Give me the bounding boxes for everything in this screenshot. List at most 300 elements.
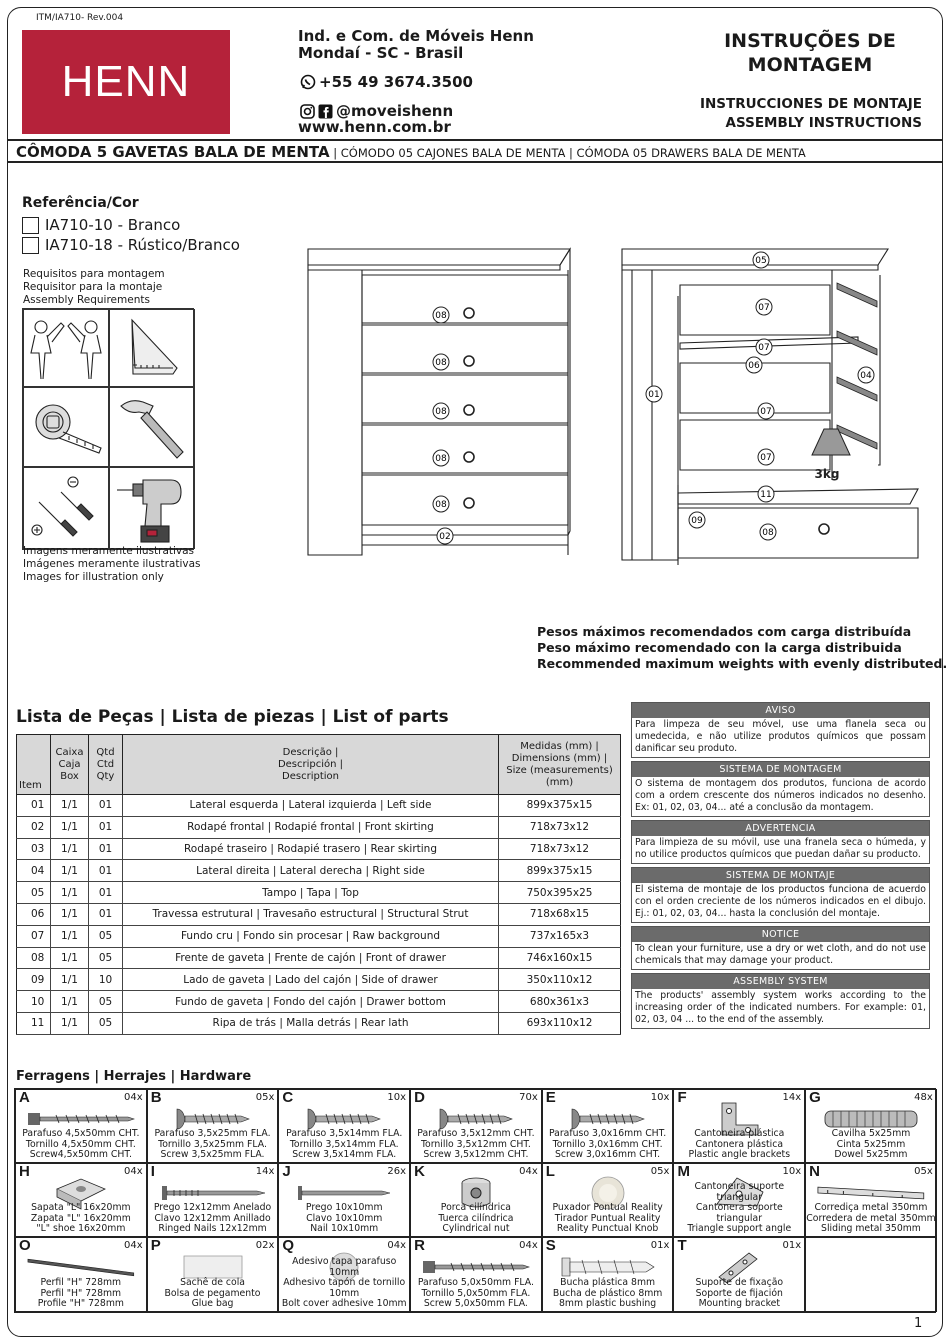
cell-size: 718x73x12: [499, 838, 621, 860]
phone-number: +55 49 3674.3500: [319, 73, 473, 91]
cell-qty: 01: [89, 903, 123, 925]
note-title: SISTEMA DE MONTAGEM: [632, 762, 929, 777]
cell-size: 746x160x15: [499, 947, 621, 969]
hardware-label-pt: Parafuso 3,0x16mm CHT.: [548, 1128, 667, 1140]
hardware-quantity: 48x: [914, 1092, 933, 1103]
cell-qty: 01: [89, 838, 123, 860]
hardware-label: [806, 1129, 936, 1161]
reference-option[interactable]: [22, 236, 240, 254]
cell-item: 04: [17, 860, 51, 882]
hardware-label-es: Adhesivo tapón de tornillo 10mm: [283, 1277, 406, 1299]
note-box: [631, 702, 930, 758]
hardware-label-en: Triangle support angle: [687, 1223, 792, 1235]
hardware-item-q: [278, 1237, 410, 1312]
tools-grid: [22, 308, 194, 550]
part-label: 11: [760, 490, 772, 500]
hardware-label-es: Tornillo 4,5x50mm CHT.: [25, 1138, 136, 1150]
hardware-label-es: Corredera de metal 350mm: [806, 1212, 936, 1224]
part-label: 09: [691, 516, 703, 526]
two-people-icon: [23, 309, 109, 387]
col-size: Medidas (mm) | Dimensions (mm) | Size (measurements) (mm): [499, 735, 621, 795]
part-label: 07: [760, 407, 772, 417]
hardware-label-en: Mounting bracket: [698, 1298, 780, 1310]
part-label: 08: [762, 528, 774, 538]
hardware-letter: F: [677, 1089, 687, 1106]
hardware-letter: Q: [282, 1237, 295, 1254]
hardware-letter: N: [809, 1163, 820, 1180]
table-row: [17, 860, 621, 882]
hardware-letter: M: [677, 1163, 690, 1180]
hardware-letter: P: [150, 1237, 161, 1254]
part-label: 07: [758, 303, 770, 313]
hardware-label-es: Tornillo 3,0x16mm CHT.: [552, 1138, 663, 1150]
hardware-label-en: Profile "H" 728mm: [37, 1298, 124, 1310]
cell-size: 737x165x3: [499, 925, 621, 947]
social-handle: @moveishenn: [336, 102, 454, 120]
henn-logo: HENN: [22, 30, 230, 134]
cell-size: 350x110x12: [499, 969, 621, 991]
hardware-quantity: 05x: [255, 1092, 275, 1103]
table-row: [17, 903, 621, 925]
cell-item: 02: [17, 816, 51, 838]
illustrative-note: [23, 545, 201, 584]
cell-desc: Lateral esquerda | Lateral izquierda | Left side: [123, 795, 499, 817]
part-label: 07: [758, 343, 770, 353]
requirements-caption: [23, 268, 165, 307]
table-row: [17, 969, 621, 991]
dresser-exploded-view: [612, 245, 928, 565]
part-label: 08: [435, 454, 447, 464]
hardware-label-es: Tirador Puntual Reality: [554, 1212, 661, 1224]
hardware-item-m: [673, 1163, 805, 1237]
cell-size: 680x361x3: [499, 991, 621, 1013]
cell-item: 08: [17, 947, 51, 969]
hardware-letter: K: [414, 1163, 425, 1180]
part-label: 06: [748, 361, 760, 371]
hardware-label-en: Nail 10x10mm: [310, 1223, 379, 1235]
tape-measure-icon: [23, 387, 109, 467]
hardware-label-es: Soporte de fijación: [695, 1287, 783, 1299]
note-box: [631, 820, 930, 864]
cell-qty: 10: [89, 969, 123, 991]
hardware-label: [279, 1257, 409, 1310]
knob-icon: [464, 498, 474, 508]
product-name-translations: | CÓMODO 05 CAJONES BALA DE MENTA | CÓMODA 05 DRAWERS BALA DE MENTA: [329, 146, 806, 160]
cell-box: 1/1: [51, 838, 89, 860]
hardware-label: [543, 1129, 673, 1161]
cell-box: 1/1: [51, 991, 89, 1013]
hammer-icon: [109, 387, 195, 467]
checkbox[interactable]: [22, 237, 39, 254]
cell-box: 1/1: [51, 925, 89, 947]
hardware-item-b: [147, 1089, 279, 1163]
cell-box: 1/1: [51, 795, 89, 817]
note-text: Para limpeza de seu móvel, use uma flanela seca ou umedecida, e não utilize produtos químicos que possam danificar seu produto.: [635, 719, 926, 754]
hardware-label-en: "L" shoe 16x20mm: [36, 1223, 126, 1235]
hardware-label-pt: Prego 12x12mm Anelado: [153, 1202, 272, 1214]
whatsapp-icon: [300, 74, 316, 90]
cell-item: 10: [17, 991, 51, 1013]
hardware-label-pt: Corrediça metal 350mm: [814, 1202, 928, 1214]
hardware-label-pt: Suporte de fixação: [695, 1277, 784, 1289]
product-divider: [7, 161, 943, 163]
table-row: [17, 1012, 621, 1034]
page-number: 1: [914, 1316, 923, 1331]
cell-qty: 01: [89, 816, 123, 838]
weight-label: 3kg: [814, 467, 840, 481]
hardware-letter: S: [545, 1237, 556, 1254]
cell-box: 1/1: [51, 1012, 89, 1034]
hardware-label: [279, 1129, 409, 1161]
hardware-label: [543, 1278, 673, 1310]
cell-desc: Lado de gaveta | Lado del cajón | Side of drawer: [123, 969, 499, 991]
hardware-item-p: [147, 1237, 279, 1312]
hardware-item-t: [673, 1237, 805, 1312]
note-text: To clean your furniture, use a dry or wet cloth, and do not use chemicals that may damage your product.: [635, 943, 926, 966]
instructions-subtitle: [640, 95, 922, 133]
hardware-quantity: 10x: [782, 1166, 802, 1177]
hardware-title: Ferragens | Herrajes | Hardware: [16, 1069, 252, 1084]
cell-size: 899x375x15: [499, 860, 621, 882]
hardware-letter: T: [677, 1237, 687, 1254]
hardware-letter: D: [414, 1089, 425, 1106]
col-box: Caixa Caja Box: [51, 735, 89, 795]
table-row: [17, 795, 621, 817]
cell-item: 05: [17, 882, 51, 904]
title-line1: INSTRUÇÕES DE: [724, 30, 896, 52]
hardware-item-o: [15, 1237, 147, 1312]
weight-line: Recommended maximum weights with evenly distributed.: [537, 656, 948, 671]
hardware-label-pt: Parafuso 5,0x50mm FLA.: [417, 1277, 534, 1289]
hardware-letter: I: [150, 1163, 155, 1180]
cell-desc: Fundo cru | Fondo sin procesar | Raw background: [123, 925, 499, 947]
hardware-letter: O: [19, 1237, 31, 1254]
cell-box: 1/1: [51, 882, 89, 904]
knob-icon: [819, 524, 829, 534]
cell-desc: Fundo de gaveta | Fondo del cajón | Drawer bottom: [123, 991, 499, 1013]
cell-item: 06: [17, 903, 51, 925]
hardware-label-pt: Bucha plástica 8mm: [560, 1277, 656, 1289]
subtitle-line1: INSTRUCCIONES DE MONTAJE: [699, 96, 922, 112]
hardware-label-pt: Cavilha 5x25mm: [831, 1128, 911, 1140]
hardware-letter: H: [19, 1163, 30, 1180]
note-title: ASSEMBLY SYSTEM: [632, 974, 929, 989]
note-title: SISTEMA DE MONTAJE: [632, 868, 929, 883]
hardware-label-pt: Prego 10x10mm: [305, 1202, 383, 1214]
hardware-letter: C: [282, 1089, 294, 1106]
hardware-quantity: 26x: [387, 1166, 407, 1177]
cell-box: 1/1: [51, 969, 89, 991]
hardware-label: [411, 1129, 541, 1161]
illustrative-line: Imagens meramente ilustrativas: [23, 545, 195, 557]
hardware-label-es: Tornillo 5,0x50mm FLA.: [421, 1287, 531, 1299]
part-label: 08: [435, 311, 447, 321]
hardware-item-g: [805, 1089, 937, 1163]
hardware-letter: A: [19, 1089, 30, 1106]
note-title: ADVERTENCIA: [632, 821, 929, 836]
hardware-label-es: Tornillo 3,5x12mm CHT.: [420, 1138, 531, 1150]
hardware-quantity: 14x: [255, 1166, 275, 1177]
note-box: [631, 973, 930, 1029]
note-text: Para limpieza de su móvil, use una franela seca o húmeda, y no utilice productos químicos que puedan dañar su producto.: [635, 837, 926, 860]
weight-line: Pesos máximos recomendados com carga distribuída: [537, 624, 912, 639]
knob-icon: [464, 405, 474, 415]
table-row: [17, 947, 621, 969]
hardware-item-h: [15, 1163, 147, 1237]
note-box: [631, 926, 930, 970]
hardware-label-en: Screw 3,5x25mm FLA.: [160, 1149, 265, 1161]
hardware-quantity: 01x: [650, 1240, 670, 1251]
hardware-label: [806, 1203, 936, 1235]
requirements-line: Requisitor para la montaje: [23, 281, 163, 293]
cell-desc: Tampo | Tapa | Top: [123, 882, 499, 904]
hardware-quantity: 04x: [124, 1240, 143, 1251]
facebook-icon: [318, 104, 333, 119]
cell-size: 750x395x25: [499, 882, 621, 904]
hardware-label-es: Cinta 5x25mm: [836, 1138, 906, 1150]
hardware-item-s: [542, 1237, 674, 1312]
hardware-label-es: Cantonera plástica: [695, 1138, 784, 1150]
hardware-label-pt: Perfil "H" 728mm: [40, 1277, 122, 1289]
requirements-line: Assembly Requirements: [23, 294, 150, 306]
hardware-label-es: Zapata "L" 16x20mm: [30, 1212, 131, 1224]
hardware-item-e: [542, 1089, 674, 1163]
requirements-line: Requisitos para montagem: [23, 268, 165, 280]
subtitle-line2: ASSEMBLY INSTRUCTIONS: [725, 115, 922, 131]
parts-table-header: [17, 735, 621, 795]
table-row: [17, 882, 621, 904]
cell-qty: 05: [89, 1012, 123, 1034]
hardware-quantity: 10x: [650, 1092, 670, 1103]
hardware-label: [411, 1278, 541, 1310]
hardware-quantity: 70x: [519, 1092, 538, 1103]
hardware-label-es: Perfil "H" 728mm: [40, 1287, 122, 1299]
illustrative-line: Imágenes meramente ilustrativas: [23, 558, 201, 570]
dresser-front-view: [300, 245, 585, 560]
hardware-item-d: [410, 1089, 542, 1163]
part-label: 01: [648, 390, 660, 400]
part-label: 07: [760, 453, 772, 463]
knob-icon: [464, 452, 474, 462]
hardware-item-k: [410, 1163, 542, 1237]
hardware-quantity: 04x: [519, 1240, 538, 1251]
hardware-quantity: 04x: [519, 1166, 538, 1177]
hardware-label-pt: Parafuso 3,5x14mm FLA.: [286, 1128, 403, 1140]
hardware-letter: J: [282, 1163, 291, 1180]
note-title: NOTICE: [632, 927, 929, 942]
hardware-label-en: Screw 3,5x14mm FLA.: [292, 1149, 397, 1161]
note-text: El sistema de montaje de los productos funciona de acuerdo con el orden creciente de los números indicados en el dibujo. Ej.: 01, 02, 03, 04... hasta la conclusión del montaje.: [635, 884, 926, 919]
hardware-label-pt: Cantoneira suporte triangular: [694, 1181, 785, 1203]
checkbox[interactable]: [22, 217, 39, 234]
cell-qty: 05: [89, 947, 123, 969]
cell-size: 899x375x15: [499, 795, 621, 817]
hardware-label-pt: Cantoneira plástica: [694, 1128, 785, 1140]
part-label: 04: [860, 371, 872, 381]
hardware-label-es: Clavo 10x10mm: [306, 1212, 383, 1224]
hardware-label-en: Screw 3,5x12mm CHT.: [423, 1149, 529, 1161]
title-line2: MONTAGEM: [747, 54, 873, 76]
hardware-label: [148, 1129, 278, 1161]
screwdrivers-icon: [23, 467, 109, 549]
cell-size: 718x73x12: [499, 816, 621, 838]
hardware-label: [16, 1278, 146, 1310]
note-title: AVISO: [632, 703, 929, 718]
hardware-label-es: Bucha de plástico 8mm: [552, 1287, 663, 1299]
hardware-label-en: 8mm plastic bushing: [558, 1298, 657, 1310]
hardware-label: [674, 1129, 804, 1161]
hardware-item-j: [278, 1163, 410, 1237]
company-info: [298, 28, 534, 62]
hardware-label-en: Screw4,5x50mm CHT.: [29, 1149, 132, 1161]
table-row: [17, 925, 621, 947]
knob-icon: [464, 308, 474, 318]
hardware-label: [674, 1278, 804, 1310]
hardware-quantity: 05x: [650, 1166, 670, 1177]
cell-box: 1/1: [51, 816, 89, 838]
cell-qty: 05: [89, 925, 123, 947]
hardware-label-es: Clavo 12x12mm Anillado: [154, 1212, 271, 1224]
table-row: [17, 991, 621, 1013]
hardware-label-pt: Parafuso 4,5x50mm CHT.: [22, 1128, 140, 1140]
hardware-grid: [14, 1088, 936, 1313]
hardware-item-n: [805, 1163, 937, 1237]
table-row: [17, 838, 621, 860]
table-row: [17, 816, 621, 838]
cell-item: 07: [17, 925, 51, 947]
cell-item: 03: [17, 838, 51, 860]
cell-size: 718x68x15: [499, 903, 621, 925]
parts-list-title: Lista de Peças | Lista de piezas | List of parts: [16, 707, 449, 727]
hardware-letter: R: [414, 1237, 425, 1254]
col-qty: Qtd Ctd Qty: [89, 735, 123, 795]
cell-box: 1/1: [51, 860, 89, 882]
hardware-item-c: [278, 1089, 410, 1163]
hardware-label-pt: Puxador Pontual Reality: [552, 1202, 663, 1214]
hardware-label: [411, 1203, 541, 1235]
part-label: 08: [435, 500, 447, 510]
hardware-item-f: [673, 1089, 805, 1163]
cell-item: 09: [17, 969, 51, 991]
instagram-icon: [300, 104, 315, 119]
cell-qty: 01: [89, 882, 123, 904]
hardware-label-en: Sliding metal 350mm: [821, 1223, 921, 1235]
hardware-quantity: 04x: [124, 1092, 143, 1103]
company-name: Ind. e Com. de Móveis Henn: [298, 27, 534, 45]
hardware-letter: B: [150, 1089, 162, 1106]
cell-desc: Rodapé frontal | Rodapié frontal | Front skirting: [123, 816, 499, 838]
part-label: 08: [435, 358, 447, 368]
power-drill-icon: [109, 467, 195, 549]
hardware-label: [674, 1182, 804, 1235]
hardware-quantity: 14x: [782, 1092, 802, 1103]
cell-qty: 05: [89, 991, 123, 1013]
reference-option[interactable]: [22, 216, 180, 234]
notes-panel: [631, 702, 930, 1032]
hardware-item-empty: [805, 1237, 937, 1312]
cell-box: 1/1: [51, 903, 89, 925]
note-box: [631, 867, 930, 923]
reference-title: Referência/Cor: [22, 195, 139, 211]
hardware-label-en: Bolt cover adhesive 10mm: [281, 1298, 407, 1310]
hardware-quantity: 01x: [782, 1240, 802, 1251]
header-divider: [7, 139, 943, 141]
cell-qty: 01: [89, 795, 123, 817]
phone-contact: [300, 73, 473, 91]
knob-icon: [464, 356, 474, 366]
hardware-letter: E: [545, 1089, 556, 1106]
hardware-label-en: Reality Punctual Knob: [556, 1223, 659, 1235]
hardware-label-pt: Adesivo tapa parafuso 10mm: [292, 1256, 397, 1278]
hardware-label: [543, 1203, 673, 1235]
hardware-label-en: Ringed Nails 12x12mm: [158, 1223, 267, 1235]
note-text: O sistema de montagem dos produtos, funciona de acordo com a ordem crescente dos números indicados no desenho. Ex: 01, 02, 03, 04... até a conclusão da montagem.: [635, 778, 926, 813]
hardware-letter: G: [809, 1089, 821, 1106]
hardware-quantity: 02x: [255, 1240, 275, 1251]
cell-desc: Ripa de trás | Malla detrás | Rear lath: [123, 1012, 499, 1034]
hardware-label: [16, 1203, 146, 1235]
col-description: Descrição | Descripción | Description: [123, 735, 499, 795]
cell-desc: Travessa estrutural | Travesaño estructural | Structural Strut: [123, 903, 499, 925]
cell-size: 693x110x12: [499, 1012, 621, 1034]
hardware-quantity: 10x: [387, 1092, 407, 1103]
hardware-label-es: Tornillo 3,5x14mm FLA.: [289, 1138, 399, 1150]
reference-label: IA710-10 - Branco: [45, 216, 181, 234]
product-name: [16, 143, 936, 161]
hardware-label-en: Dowel 5x25mm: [834, 1149, 908, 1161]
hardware-label: [148, 1203, 278, 1235]
hardware-label-es: Tuerca cilíndrica: [438, 1212, 514, 1224]
hardware-item-a: [15, 1089, 147, 1163]
hardware-label-pt: Parafuso 3,5x25mm FLA.: [154, 1128, 271, 1140]
hardware-label-en: Screw 5,0x50mm FLA.: [423, 1298, 528, 1310]
col-item: Item: [17, 735, 51, 795]
instructions-title: [700, 29, 920, 77]
cell-box: 1/1: [51, 947, 89, 969]
hardware-label-pt: Parafuso 3,5x12mm CHT.: [417, 1128, 535, 1140]
note-text: The products' assembly system works according to the increasing order of the indicated numbers. For example: 01, 02, 03, 04 ... to the end of the assembly.: [635, 990, 926, 1025]
hardware-label-en: Plastic angle brackets: [688, 1149, 791, 1161]
cell-item: 11: [17, 1012, 51, 1034]
parts-table: [16, 734, 621, 1035]
hardware-label-es: Cantonera soporte triangular: [695, 1202, 783, 1224]
website: www.henn.com.br: [298, 118, 451, 136]
illustrative-line: Images for illustration only: [23, 571, 164, 583]
revision-code: ITM/IA710- Rev.004: [36, 13, 124, 23]
hardware-letter: L: [545, 1163, 555, 1180]
hardware-label-es: Bolsa de pegamento: [164, 1287, 261, 1299]
hardware-label-en: Screw 3,0x16mm CHT.: [555, 1149, 661, 1161]
hardware-item-r: [410, 1237, 542, 1312]
reference-label: IA710-18 - Rústico/Branco: [45, 236, 240, 254]
hardware-label: [148, 1278, 278, 1310]
square-ruler-icon: [109, 309, 195, 387]
part-label: 08: [435, 407, 447, 417]
hardware-label-en: Cylindrical nut: [442, 1223, 510, 1235]
part-label: 02: [439, 532, 451, 542]
company-location: Mondaí - SC - Brasil: [298, 44, 464, 62]
hardware-label: [279, 1203, 409, 1235]
hardware-label-pt: Porca cilíndrica: [440, 1202, 512, 1214]
hardware-label-pt: Sachê de cola: [180, 1277, 245, 1289]
product-name-pt: CÔMODA 5 GAVETAS BALA DE MENTA: [16, 143, 330, 161]
hardware-label: [16, 1129, 146, 1161]
hardware-item-l: [542, 1163, 674, 1237]
hardware-label-en: Glue bag: [191, 1298, 234, 1310]
note-box: [631, 761, 930, 817]
hardware-quantity: 04x: [124, 1166, 143, 1177]
cell-item: 01: [17, 795, 51, 817]
